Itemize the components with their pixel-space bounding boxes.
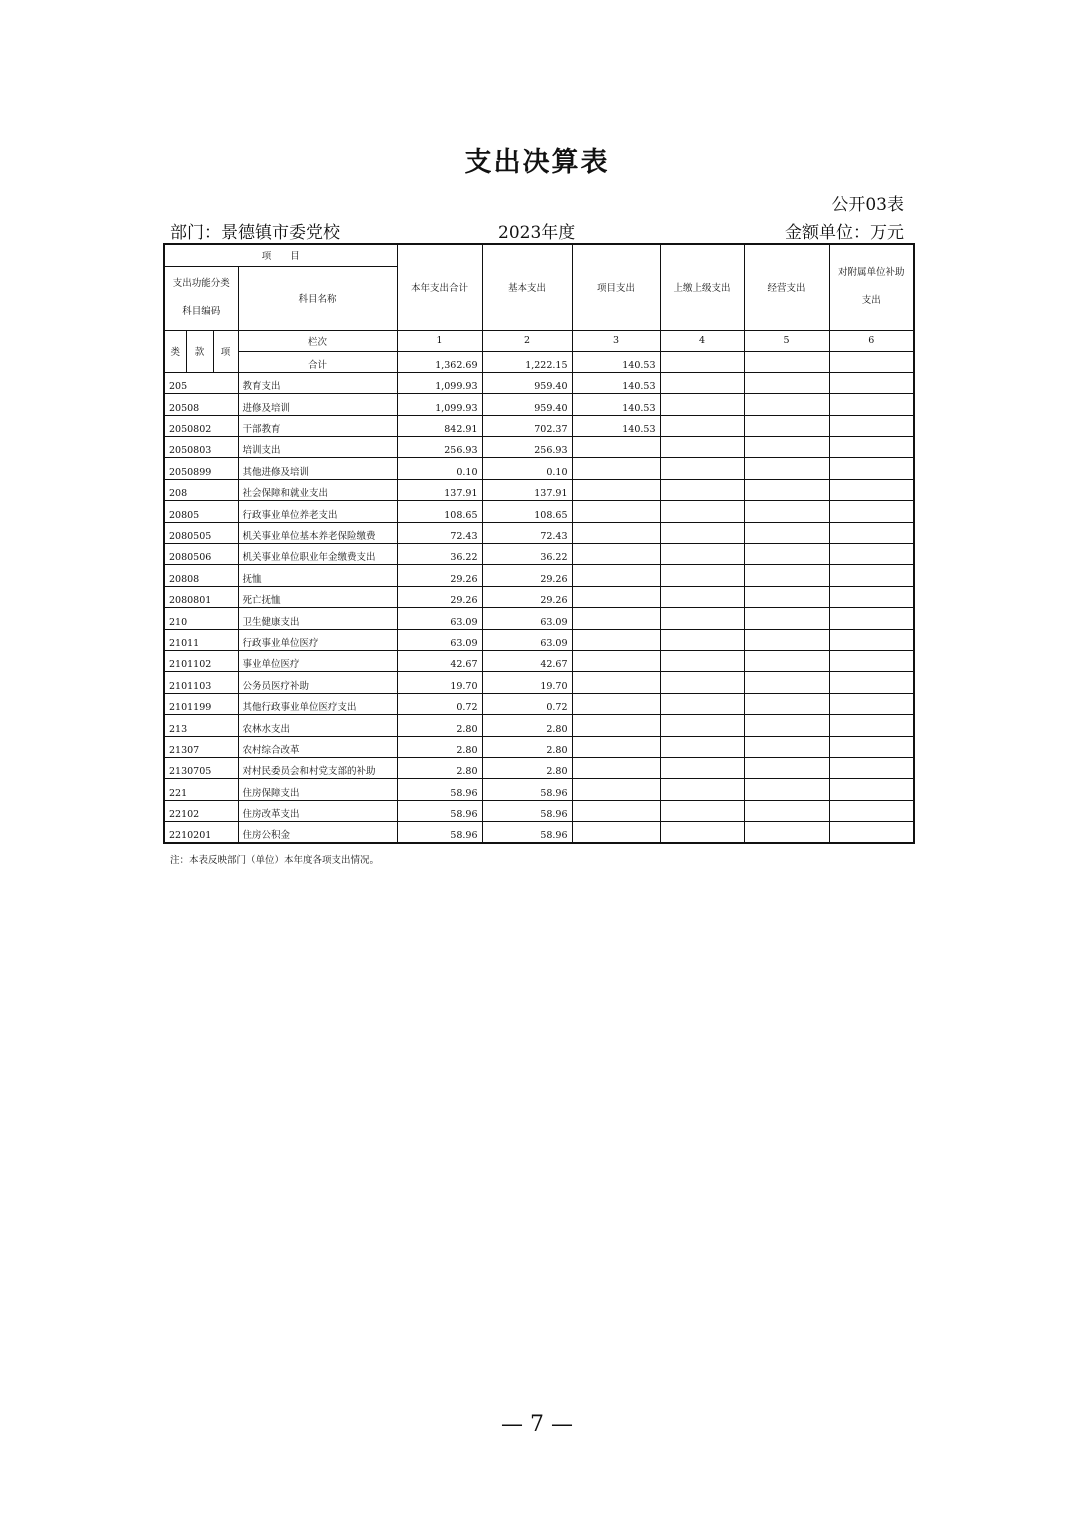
table-row [164, 779, 914, 800]
cell-value [744, 650, 829, 671]
cell-name: 社会保障和就业支出 [238, 479, 397, 500]
cell-name: 对村民委员会和村党支部的补助 [238, 757, 397, 778]
cell-code: 2101199 [164, 693, 238, 714]
total-cell [660, 351, 744, 372]
cell-value [660, 779, 744, 800]
total-cell: 140.53 [572, 351, 660, 372]
cell-code: 20808 [164, 565, 238, 586]
cell-value [744, 372, 829, 393]
cell-value [660, 458, 744, 479]
cell-value [572, 736, 660, 757]
table-row [164, 458, 914, 479]
header-subject-name: 科目名称 [238, 266, 397, 330]
cell-value: 256.93 [397, 437, 482, 458]
cell-value: 2.80 [482, 757, 572, 778]
cell-value [572, 672, 660, 693]
cell-value [744, 693, 829, 714]
table-row [164, 372, 914, 393]
col-num: 2 [482, 330, 572, 351]
cell-code: 21011 [164, 629, 238, 650]
total-row [164, 351, 914, 372]
cell-value [660, 650, 744, 671]
cell-code: 2101102 [164, 650, 238, 671]
table-row [164, 586, 914, 607]
total-label: 合计 [238, 351, 397, 372]
col-header: 本年支出合计 [397, 244, 482, 330]
col-num: 3 [572, 330, 660, 351]
cell-value [660, 629, 744, 650]
cell-code: 221 [164, 779, 238, 800]
cell-code: 2050899 [164, 458, 238, 479]
table-row [164, 608, 914, 629]
cell-value [660, 522, 744, 543]
col-num: 4 [660, 330, 744, 351]
cell-value [660, 394, 744, 415]
cell-value [572, 501, 660, 522]
cell-value [829, 822, 914, 844]
cell-name: 进修及培训 [238, 394, 397, 415]
header-func-code [164, 266, 238, 330]
table-row [164, 629, 914, 650]
func-class: 支出功能分类 [172, 278, 230, 289]
cell-value: 108.65 [397, 501, 482, 522]
cell-value: 42.67 [397, 650, 482, 671]
cell-value: 29.26 [482, 586, 572, 607]
col-num: 6 [829, 330, 914, 351]
cell-code: 20508 [164, 394, 238, 415]
cell-value: 137.91 [482, 479, 572, 500]
cell-name: 公务员医疗补助 [238, 672, 397, 693]
cell-value [660, 415, 744, 436]
cell-value [660, 715, 744, 736]
cell-value [829, 693, 914, 714]
cell-value [829, 608, 914, 629]
cell-name: 事业单位医疗 [238, 650, 397, 671]
cell-value: 19.70 [482, 672, 572, 693]
cell-name: 干部教育 [238, 415, 397, 436]
cell-code: 2130705 [164, 757, 238, 778]
cell-value [572, 458, 660, 479]
cell-value: 0.72 [397, 693, 482, 714]
cell-value: 108.65 [482, 501, 572, 522]
col-num: 1 [397, 330, 482, 351]
cell-name: 卫生健康支出 [238, 608, 397, 629]
cell-value: 72.43 [482, 522, 572, 543]
table-row [164, 415, 914, 436]
cell-value [744, 586, 829, 607]
cell-value: 140.53 [572, 372, 660, 393]
cell-name: 行政事业单位养老支出 [238, 501, 397, 522]
cell-code: 208 [164, 479, 238, 500]
cell-value [829, 672, 914, 693]
cell-value [572, 565, 660, 586]
cell-name: 死亡抚恤 [238, 586, 397, 607]
cell-value [660, 822, 744, 844]
table-row [164, 736, 914, 757]
cell-name: 住房公积金 [238, 822, 397, 844]
footnote: 注：本表反映部门（单位）本年度各项支出情况。 [170, 855, 380, 866]
table-row [164, 544, 914, 565]
cell-name: 机关事业单位基本养老保险缴费 [238, 522, 397, 543]
cell-value [660, 586, 744, 607]
cell-value: 959.40 [482, 394, 572, 415]
cell-value: 2.80 [397, 736, 482, 757]
cell-value [744, 672, 829, 693]
cell-name: 抚恤 [238, 565, 397, 586]
header-item: 项 目 [164, 244, 397, 266]
cell-name: 行政事业单位医疗 [238, 629, 397, 650]
cell-value [744, 437, 829, 458]
total-cell [829, 351, 914, 372]
header-lanci: 栏次 [238, 330, 397, 351]
cell-value [829, 736, 914, 757]
cell-value: 36.22 [482, 544, 572, 565]
cell-value [829, 565, 914, 586]
cell-value [829, 522, 914, 543]
cell-value [572, 586, 660, 607]
expenditure-table [163, 243, 915, 844]
cell-value [572, 479, 660, 500]
cell-value [829, 544, 914, 565]
cell-name: 教育支出 [238, 372, 397, 393]
table-row [164, 394, 914, 415]
cell-value: 58.96 [397, 800, 482, 821]
cell-value [572, 522, 660, 543]
cell-code: 2101103 [164, 672, 238, 693]
col-header: 经营支出 [744, 244, 829, 330]
cell-value [660, 608, 744, 629]
cell-value [660, 736, 744, 757]
cell-value [660, 693, 744, 714]
cell-value: 36.22 [397, 544, 482, 565]
cell-value: 2.80 [482, 736, 572, 757]
cell-code: 2080505 [164, 522, 238, 543]
cell-name: 机关事业单位职业年金缴费支出 [238, 544, 397, 565]
cell-value [572, 544, 660, 565]
cell-value [660, 501, 744, 522]
cell-value [744, 736, 829, 757]
cell-value [744, 415, 829, 436]
cell-value [744, 501, 829, 522]
cell-name: 住房保障支出 [238, 779, 397, 800]
header-xiang: 项 [213, 330, 238, 372]
cell-value: 63.09 [482, 629, 572, 650]
cell-value [829, 800, 914, 821]
table-row [164, 479, 914, 500]
cell-value [572, 693, 660, 714]
page-number: — 7 — [501, 1412, 573, 1437]
cell-name: 住房改革支出 [238, 800, 397, 821]
cell-value: 0.72 [482, 693, 572, 714]
cell-value: 140.53 [572, 394, 660, 415]
cell-value [829, 586, 914, 607]
cell-code: 2050802 [164, 415, 238, 436]
cell-value: 58.96 [397, 779, 482, 800]
cell-name: 其他进修及培训 [238, 458, 397, 479]
cell-value: 58.96 [482, 822, 572, 844]
col-header: 对附属单位补助支出 [829, 244, 914, 330]
total-cell: 1,222.15 [482, 351, 572, 372]
cell-value [829, 458, 914, 479]
table-row [164, 822, 914, 844]
cell-value: 2.80 [397, 715, 482, 736]
cell-code: 213 [164, 715, 238, 736]
cell-name: 其他行政事业单位医疗支出 [238, 693, 397, 714]
cell-code: 20805 [164, 501, 238, 522]
cell-value [744, 394, 829, 415]
cell-value [572, 629, 660, 650]
cell-name: 农村综合改革 [238, 736, 397, 757]
total-cell [744, 351, 829, 372]
cell-value [829, 479, 914, 500]
cell-value [660, 672, 744, 693]
cell-value: 702.37 [482, 415, 572, 436]
cell-value [744, 822, 829, 844]
col-header: 项目支出 [572, 244, 660, 330]
cell-value: 58.96 [397, 822, 482, 844]
cell-value [744, 458, 829, 479]
page-title: 支出决算表 [464, 147, 610, 178]
cell-value: 2.80 [482, 715, 572, 736]
cell-value [660, 757, 744, 778]
col-header: 基本支出 [482, 244, 572, 330]
cell-value [829, 437, 914, 458]
table-row [164, 800, 914, 821]
year: 2023年度 [498, 223, 576, 243]
table-row [164, 501, 914, 522]
cell-value: 0.10 [397, 458, 482, 479]
cell-value [572, 800, 660, 821]
cell-value: 19.70 [397, 672, 482, 693]
cell-value: 140.53 [572, 415, 660, 436]
table-row [164, 757, 914, 778]
table-row [164, 693, 914, 714]
cell-value: 29.26 [397, 565, 482, 586]
table-row [164, 715, 914, 736]
cell-value: 29.26 [397, 586, 482, 607]
cell-value [744, 800, 829, 821]
cell-value [829, 629, 914, 650]
cell-value: 63.09 [482, 608, 572, 629]
cell-code: 2080801 [164, 586, 238, 607]
cell-value: 63.09 [397, 629, 482, 650]
cell-code: 205 [164, 372, 238, 393]
table-row [164, 565, 914, 586]
table-row [164, 522, 914, 543]
table-row [164, 650, 914, 671]
cell-value: 58.96 [482, 800, 572, 821]
cell-value [572, 779, 660, 800]
cell-value: 137.91 [397, 479, 482, 500]
cell-value [829, 650, 914, 671]
cell-value [829, 715, 914, 736]
cell-value: 1,099.93 [397, 394, 482, 415]
table-row [164, 437, 914, 458]
cell-value [744, 629, 829, 650]
cell-value [660, 565, 744, 586]
cell-value [829, 779, 914, 800]
col-header: 上缴上级支出 [660, 244, 744, 330]
cell-value: 63.09 [397, 608, 482, 629]
cell-value [660, 479, 744, 500]
cell-value [572, 650, 660, 671]
cell-value: 42.67 [482, 650, 572, 671]
func-code: 科目编码 [182, 306, 221, 317]
cell-value [744, 608, 829, 629]
cell-value [572, 757, 660, 778]
cell-value [744, 522, 829, 543]
cell-value: 72.43 [397, 522, 482, 543]
cell-code: 21307 [164, 736, 238, 757]
cell-value [660, 800, 744, 821]
cell-value [829, 501, 914, 522]
cell-value: 1,099.93 [397, 372, 482, 393]
cell-value [829, 757, 914, 778]
cell-value [744, 757, 829, 778]
header-kuan: 款 [186, 330, 213, 372]
cell-value [572, 437, 660, 458]
cell-value [660, 372, 744, 393]
table-code: 公开03表 [831, 195, 904, 215]
cell-value [744, 779, 829, 800]
cell-value [829, 415, 914, 436]
cell-value [572, 715, 660, 736]
cell-value [744, 479, 829, 500]
cell-code: 2210201 [164, 822, 238, 844]
cell-value: 58.96 [482, 779, 572, 800]
cell-value [829, 372, 914, 393]
cell-code: 22102 [164, 800, 238, 821]
header-lei: 类 [164, 330, 186, 372]
cell-value: 842.91 [397, 415, 482, 436]
cell-code: 2050803 [164, 437, 238, 458]
table-row [164, 672, 914, 693]
cell-value [572, 822, 660, 844]
cell-value [572, 608, 660, 629]
cell-name: 培训支出 [238, 437, 397, 458]
cell-value: 29.26 [482, 565, 572, 586]
cell-value [660, 437, 744, 458]
cell-value [829, 394, 914, 415]
cell-value [744, 715, 829, 736]
cell-code: 2080506 [164, 544, 238, 565]
total-cell: 1,362.69 [397, 351, 482, 372]
cell-value: 256.93 [482, 437, 572, 458]
cell-value [744, 544, 829, 565]
cell-name: 农林水支出 [238, 715, 397, 736]
department: 部门：景德镇市委党校 [170, 223, 340, 243]
cell-value: 0.10 [482, 458, 572, 479]
cell-value: 959.40 [482, 372, 572, 393]
cell-code: 210 [164, 608, 238, 629]
cell-value [744, 565, 829, 586]
cell-value: 2.80 [397, 757, 482, 778]
unit: 金额单位：万元 [785, 223, 904, 243]
col-num: 5 [744, 330, 829, 351]
cell-value [660, 544, 744, 565]
